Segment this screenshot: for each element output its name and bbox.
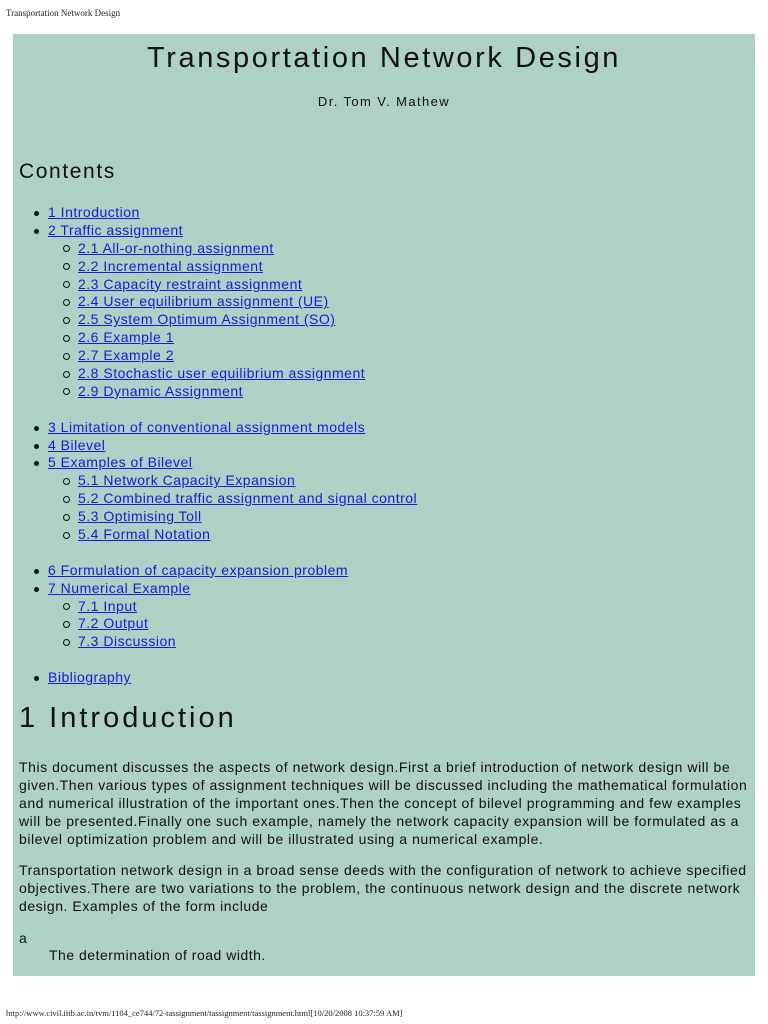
contents-heading: Contents — [19, 160, 116, 183]
document-title: Transportation Network Design — [146, 42, 622, 74]
definition-description: The determination of road width. — [49, 947, 266, 963]
toc-item — [13, 383, 417, 401]
toc-link[interactable]: 7.3 Discussion — [78, 633, 177, 650]
section-heading-introduction: 1 Introduction — [19, 702, 237, 734]
toc-item — [13, 526, 417, 544]
toc-item — [13, 598, 417, 616]
toc-link[interactable]: 4 Bilevel — [48, 436, 106, 453]
toc-item — [13, 258, 417, 276]
toc-item — [13, 365, 417, 383]
toc-item — [13, 293, 417, 311]
toc-item — [13, 669, 417, 687]
toc-item — [13, 276, 417, 294]
toc-item — [13, 580, 417, 598]
toc-item — [13, 419, 417, 437]
document-page — [13, 34, 755, 976]
toc-item — [13, 615, 417, 633]
table-of-contents — [13, 204, 417, 687]
toc-link[interactable]: 7 Numerical Example — [48, 579, 191, 596]
toc-link[interactable]: 6 Formulation of capacity expansion problem — [48, 561, 349, 578]
print-footer-url: http://www.civil.iitb.ac.in/tvm/1104_ce744/72-tassignment/tassignment/tassignment.html[10/20/2008 10:37:59 AM] — [6, 1008, 403, 1018]
introduction-paragraph-2: Transportation network design in a broad sense deeds with the configuration of network to achieve specified objectives.There are two variations to the problem, the continuous network design and the discrete network design. Examples of the form include — [19, 862, 747, 914]
toc-link[interactable]: 7.1 Input — [78, 597, 137, 614]
toc-item — [13, 204, 417, 222]
toc-link[interactable]: 2.5 System Optimum Assignment (SO) — [78, 311, 336, 328]
toc-item — [13, 329, 417, 347]
toc-link[interactable]: 2.8 Stochastic user equilibrium assignment — [78, 365, 366, 382]
toc-link[interactable]: 5 Examples of Bilevel — [48, 454, 193, 471]
toc-item — [13, 311, 417, 329]
toc-item — [13, 490, 417, 508]
introduction-paragraph-1: This document discusses the aspects of network design.First a brief introduction of network design will be given.Then various types of assignment techniques will be discussed including the mathematical formulation and numerical illustration of the important ones.Then the concept of bilevel programming and few examples will be presented.Finally one such example, namely the network capacity expansion will be formulated as a bilevel optimization problem and will be illustrated using a numerical example. — [19, 759, 748, 847]
toc-item — [13, 222, 417, 240]
toc-item — [13, 562, 417, 580]
toc-link[interactable]: 2 Traffic assignment — [48, 221, 184, 238]
toc-item — [13, 472, 417, 490]
toc-link[interactable]: 2.4 User equilibrium assignment (UE) — [78, 293, 329, 310]
toc-item — [13, 508, 417, 526]
definition-term: a — [19, 930, 28, 946]
print-header: Transportation Network Design — [6, 8, 121, 18]
toc-item — [13, 347, 417, 365]
toc-link[interactable]: 7.2 Output — [78, 615, 149, 632]
toc-link[interactable]: 5.3 Optimising Toll — [78, 508, 202, 525]
author-name: Dr. Tom V. Mathew — [317, 94, 451, 109]
toc-link[interactable]: 2.9 Dynamic Assignment — [78, 382, 244, 399]
toc-item — [13, 437, 417, 455]
toc-link[interactable]: 5.2 Combined traffic assignment and signal control — [78, 490, 418, 507]
toc-link[interactable]: 2.3 Capacity restraint assignment — [78, 275, 303, 292]
toc-link[interactable]: 1 Introduction — [48, 204, 140, 220]
toc-item — [13, 633, 417, 651]
toc-link[interactable]: 2.6 Example 1 — [78, 329, 174, 346]
toc-link[interactable]: 2.1 All-or-nothing assignment — [78, 239, 274, 256]
toc-item — [13, 454, 417, 472]
toc-link[interactable]: 5.1 Network Capacity Expansion — [78, 472, 296, 489]
toc-link[interactable]: Bibliography — [48, 669, 132, 686]
toc-link[interactable]: 2.7 Example 2 — [78, 347, 174, 364]
toc-link[interactable]: 5.4 Formal Notation — [78, 526, 211, 543]
toc-link[interactable]: 3 Limitation of conventional assignment models — [48, 418, 366, 435]
toc-link[interactable]: 2.2 Incremental assignment — [78, 257, 263, 274]
toc-item — [13, 240, 417, 258]
